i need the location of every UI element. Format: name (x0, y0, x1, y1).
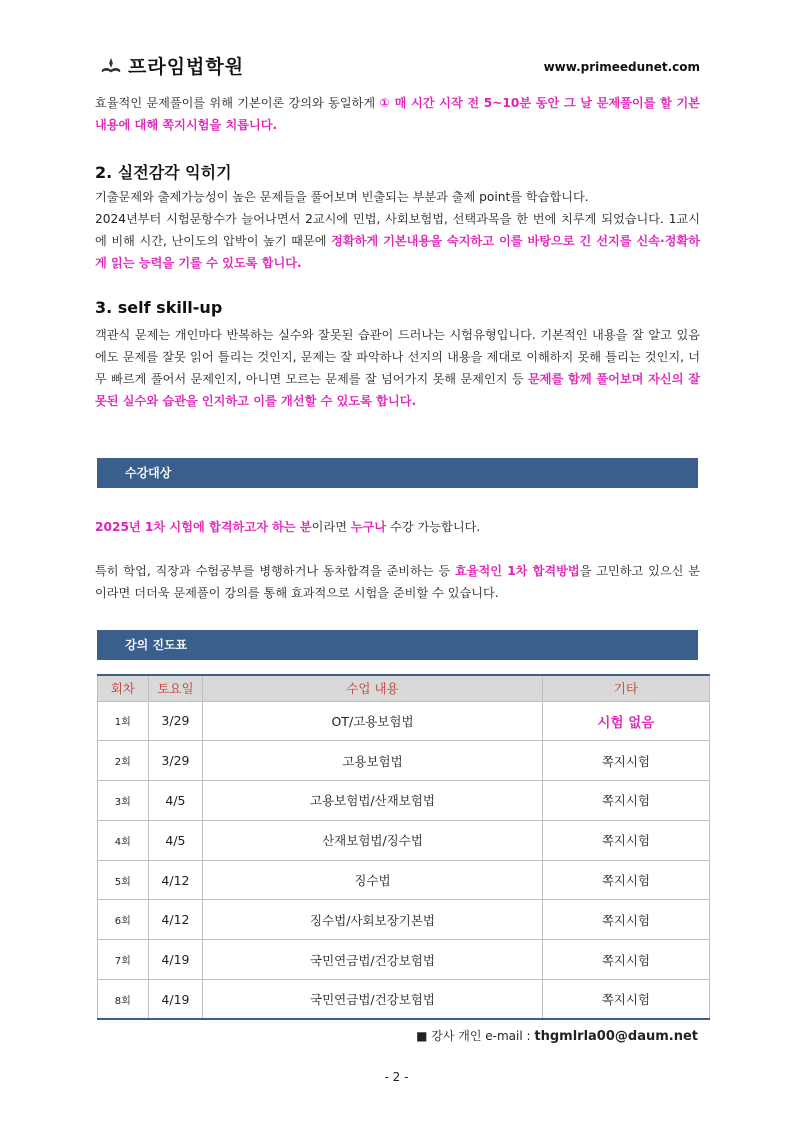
intro-paragraph: 효율적인 문제풀이를 위해 기본이론 강의와 동일하게 ① 매 시간 시작 전 5~10분 동안 그 날 문제풀이를 할 기본내용에 대해 쪽지시험을 치릅니다. (95, 96, 700, 132)
book-logo-icon (100, 55, 122, 77)
table-row: 7회 4/19 국민연금법/건강보험법 쪽지시험 (98, 940, 710, 980)
section2-heading: 2. 실전감각 익히기 (95, 163, 232, 182)
section3-highlight: 문제를 함께 풀어보며 자신의 잘못된 실수와 습관을 인지하고 이를 개선할 수 있도록 합니다. (95, 372, 700, 408)
table-row: 8회 4/19 국민연금법/건강보험법 쪽지시험 (98, 980, 710, 1020)
section3-heading: 3. self skill-up (95, 298, 223, 317)
page-header (100, 52, 700, 82)
page-number: - 2 - (384, 1070, 409, 1084)
schedule-section-bar: 강의 진도표 (97, 630, 698, 660)
section2-highlight: 정확하게 기본내용을 숙지하고 이를 바탕으로 긴 선지를 신속·정확하게 읽는 능력을 기를 수 있도록 합니다. (95, 234, 700, 270)
logo-text: 프라임법학원 (128, 56, 245, 78)
table-row: 3회 4/5 고용보험법/산재보험법 쪽지시험 (98, 781, 710, 821)
table-row: 2회 3/29 고용보험법 쪽지시험 (98, 741, 710, 781)
table-row: 4회 4/5 산재보험법/징수법 쪽지시험 (98, 820, 710, 860)
header-etc: 기타 (542, 675, 709, 701)
table-row: 5회 4/12 징수법 쪽지시험 (98, 860, 710, 900)
header-date: 토요일 (148, 675, 203, 701)
logo (100, 52, 244, 79)
target-section-bar: 수강대상 (97, 458, 698, 488)
target-line2: 특히 학업, 직장과 수험공부를 병행하거나 동차합격을 준비하는 등 효율적인 1차 합격방법을 고민하고 있으신 분이라면 더더욱 문제풀이 강의를 통해 효과적으로 시험을 준비할 수 있습니다. (95, 564, 700, 600)
header-no: 회차 (98, 675, 149, 701)
section2-paragraph: 기출문제와 출제가능성이 높은 문제들을 풀어보며 빈출되는 부분과 출제 point를 학습합니다. 2024년부터 시험문항수가 늘어나면서 2교시에 민법, 사회보험법, 선택과목을 한 번에 치루게 되었습니다. 1교시에 비해 시간, 난이도의 압박이 높기 때문에 정확하게 기본내용을 숙지하고 이를 바탕으로 긴 선지를 신속·정확하게 읽는 능력을 기를 수 있도록 합니다. (95, 190, 700, 270)
no-exam-label: 시험 없음 (542, 701, 709, 741)
contact-label: ■ 강사 개인 e-mail : (416, 1029, 535, 1043)
instructor-contact (416, 1027, 698, 1044)
site-url[interactable]: www.primeedunet.com (543, 60, 700, 74)
section3-paragraph: 객관식 문제는 개인마다 반복하는 실수와 잘못된 습관이 드러나는 시험유형입니다. 기본적인 내용을 잘 알고 있음에도 문제를 잘못 읽어 틀리는 것인지, 문제는 잘 파악하나 선지의 내용을 제대로 이해하지 못해 틀리는 것인지, 너무 빠르게 풀어서 문제인지, 아니면 모르는 문제를 잘 넘어가지 못해 문제인지 등 문제를 함께 풀어보며 자신의 잘못된 실수와 습관을 인지하고 이를 개선할 수 있도록 합니다. (95, 328, 700, 408)
table-row: 6회 4/12 징수법/사회보장기본법 쪽지시험 (98, 900, 710, 940)
schedule-table (97, 674, 710, 1020)
table-header-row (98, 675, 710, 701)
email-link[interactable]: thgmlrla00@daum.net (534, 1029, 698, 1044)
intro-highlight: ① 매 시간 시작 전 5~10분 동안 그 날 문제풀이를 할 기본내용에 대해 쪽지시험을 치릅니다. (95, 96, 700, 132)
table-row: 1회 3/29 OT/고용보험법 시험 없음 (98, 701, 710, 741)
header-content: 수업 내용 (203, 675, 542, 701)
target-line1: 2025년 1차 시험에 합격하고자 하는 분이라면 누구나 수강 가능합니다. (95, 520, 481, 534)
